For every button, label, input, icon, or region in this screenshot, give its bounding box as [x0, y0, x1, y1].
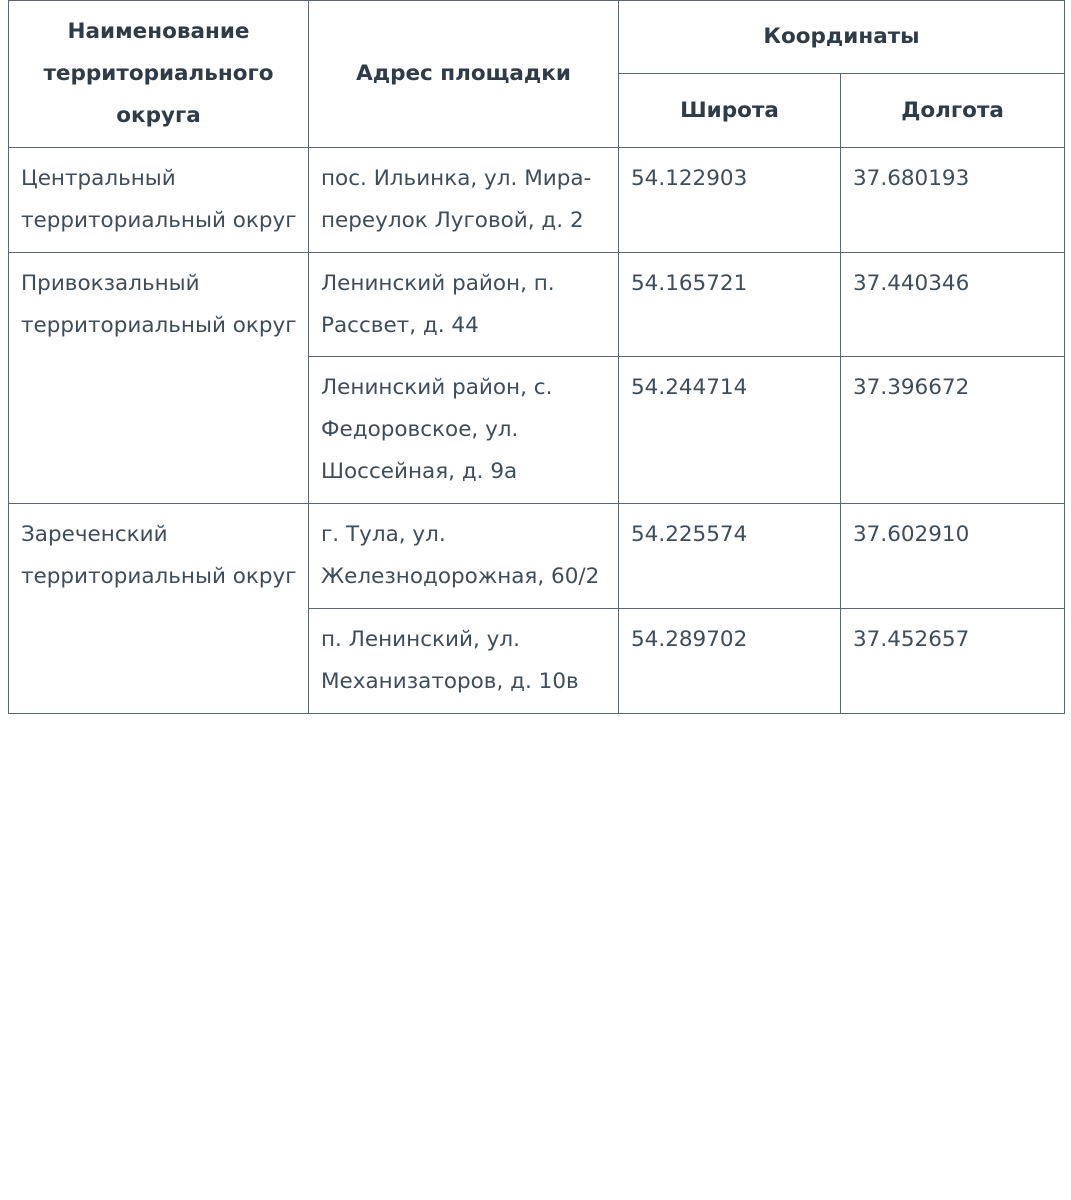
cell-longitude: 37.680193	[841, 147, 1065, 252]
cell-latitude: 54.244714	[619, 357, 841, 504]
cell-latitude: 54.122903	[619, 147, 841, 252]
column-header-district: Наименование территориального округа	[9, 1, 309, 148]
cell-longitude: 37.440346	[841, 252, 1065, 357]
table-row	[9, 504, 1065, 609]
cell-longitude: 37.602910	[841, 504, 1065, 609]
column-header-coordinates: Координаты	[619, 1, 1065, 74]
table-header	[9, 1, 1065, 148]
cell-address: Ленинский район, с. Федоровское, ул. Шоссейная, д. 9а	[309, 357, 619, 504]
coordinates-table	[8, 0, 1065, 714]
cell-longitude: 37.396672	[841, 357, 1065, 504]
table-header-row-1	[9, 1, 1065, 74]
cell-address: Ленинский район, п. Рассвет, д. 44	[309, 252, 619, 357]
cell-longitude: 37.452657	[841, 609, 1065, 714]
column-header-latitude: Широта	[619, 74, 841, 147]
cell-district: Центральный территориальный округ	[9, 147, 309, 252]
column-header-longitude: Долгота	[841, 74, 1065, 147]
cell-address: пос. Ильинка, ул. Мира-переулок Луговой, д. 2	[309, 147, 619, 252]
cell-district: Привокзальный территориальный округ	[9, 252, 309, 504]
cell-address: п. Ленинский, ул. Механизаторов, д. 10в	[309, 609, 619, 714]
cell-latitude: 54.165721	[619, 252, 841, 357]
table-row	[9, 147, 1065, 252]
cell-address: г. Тула, ул. Железнодорожная, 60/2	[309, 504, 619, 609]
cell-latitude: 54.289702	[619, 609, 841, 714]
cell-district: Зареченский территориальный округ	[9, 504, 309, 714]
table-row	[9, 252, 1065, 357]
cell-latitude: 54.225574	[619, 504, 841, 609]
column-header-address: Адрес площадки	[309, 1, 619, 148]
table-body	[9, 147, 1065, 713]
